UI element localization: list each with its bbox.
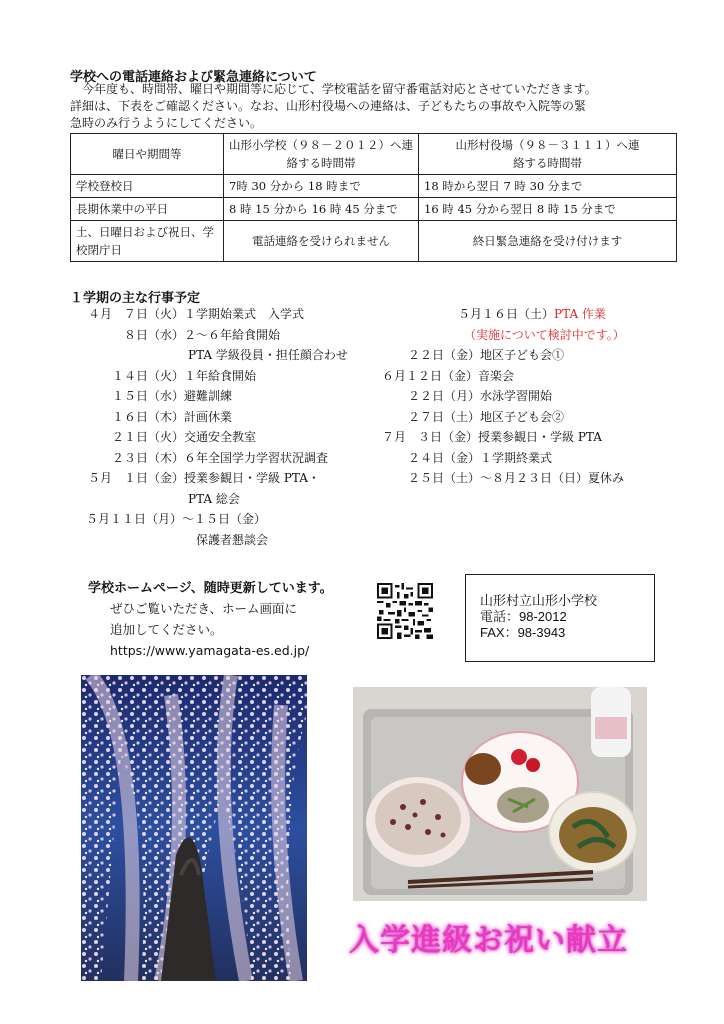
schedule-item: １４日（火）１年給食開始: [112, 368, 257, 383]
schedule-item: ５月１１日（月）～１５日（金）: [86, 512, 267, 526]
cell-period: [71, 221, 224, 262]
table-row: [71, 198, 677, 221]
schedule-item: ２４日（金）１学期終業式: [408, 450, 553, 465]
schedule-left-column: [88, 304, 348, 550]
cell-period: 学校登校日: [71, 175, 224, 198]
schedule-item: ２７日（土）地区子ども会②: [408, 409, 565, 424]
cherry-blossom-photo: [81, 675, 307, 981]
contact-heading: 学校への電話連絡および緊急連絡について: [70, 70, 317, 85]
homepage-line2: 追加してください。: [110, 622, 223, 637]
schedule-item: ８日（水）２～６年給食開始: [124, 327, 281, 342]
cell-school: 8 時 15 分から 16 時 45 分まで: [224, 198, 419, 221]
header-village-line2: 絡する時間帯: [513, 156, 582, 170]
cell-period-line1: 土、日曜日および祝日、学: [76, 225, 214, 239]
schedule-item: ２２日（金）地区子ども会①: [408, 348, 565, 362]
header-school: [224, 134, 419, 175]
homepage-line1: ぜひご覧いただき、ホーム画面に: [110, 601, 298, 616]
schedule-item: １５日（水）避難訓練: [112, 389, 233, 403]
table-row: [71, 221, 677, 262]
schedule-item: ２３日（木）６年全国学力学習状況調査: [112, 450, 329, 465]
schedule-item: ２１日（火）交通安全教室: [112, 430, 257, 444]
cell-period-line2: 校閉庁日: [76, 243, 122, 257]
homepage-title: 学校ホームページ、随時更新しています。: [88, 581, 333, 596]
cell-village: 16 時 45 分から翌日 8 時 15 分まで: [419, 198, 677, 221]
cell-village: 終日緊急連絡を受け付けます: [419, 221, 677, 262]
schedule-date: ５月１６日（土）: [458, 307, 555, 321]
school-lunch-photo: [353, 687, 647, 901]
pta-work-event: PTA 作業: [554, 307, 606, 321]
schedule-item: ６月１２日（金）音楽会: [382, 368, 515, 383]
school-tel: 電話：98-2012: [480, 609, 567, 624]
cell-school: 7時 30 分から 18 時まで: [224, 175, 419, 198]
schedule-item: １６日（木）計画休業: [112, 409, 233, 424]
homepage-body: [110, 598, 309, 661]
table-header-row: [71, 134, 677, 175]
lunch-caption: 入学進級お祝い献立: [349, 923, 628, 958]
table-row: [71, 175, 677, 198]
school-contact-box: [465, 574, 655, 662]
schedule-item: PTA 学級役員・担任顔合わせ: [188, 348, 348, 362]
header-school-line2: 絡する時間帯: [286, 156, 356, 170]
schedule-item: 保護者懇談会: [196, 532, 269, 547]
paragraph-line-2: 詳細は、下表をご確認ください。なお、山形村役場への連絡は、子どもたちの事故や入院等の緊: [70, 99, 587, 113]
schedule-note: （実施について検討中です。）: [464, 327, 625, 342]
schedule-item: ４月 ７日（火）１学期始業式 入学式: [88, 307, 305, 321]
contact-table: [70, 133, 677, 262]
header-school-line1: 山形小学校（９８－２０１２）へ連: [229, 138, 413, 152]
schedule-item: ２５日（土）～８月２３日（日）夏休み: [408, 471, 625, 485]
school-fax: FAX：98-3943: [480, 625, 566, 640]
paragraph-line-1: 今年度も、時間帯、曜日や期間等に応じて、学校電話を留守番電話対応とさせていただきます。: [82, 82, 597, 96]
cell-period: 長期休業中の平日: [71, 198, 224, 221]
schedule-item: ５月 １日（金）授業参観日・学級 PTA・: [88, 471, 320, 485]
header-period: 曜日や期間等: [71, 134, 224, 175]
schedule-item: ７月 ３日（金）授業参観日・学級 PTA: [382, 430, 602, 444]
homepage-url[interactable]: https://www.yamagata-es.ed.jp/: [110, 643, 310, 658]
qr-code-icon[interactable]: [377, 583, 433, 639]
header-village-line1: 山形村役場（９８－３１１１）へ連: [455, 138, 640, 152]
schedule-item: [382, 304, 625, 325]
schedule-item: PTA 総会: [188, 491, 240, 506]
cell-village: 18 時から翌日 7 時 30 分まで: [419, 175, 677, 198]
header-village: [419, 134, 677, 175]
cell-school: 電話連絡を受けられません: [224, 221, 419, 262]
contact-paragraph: [70, 81, 670, 132]
schedule-item: ２２日（月）水泳学習開始: [408, 389, 553, 403]
school-name: 山形村立山形小学校: [480, 593, 598, 608]
schedule-right-column: [382, 304, 625, 489]
paragraph-line-3: 急時のみ行うようにしてください。: [70, 116, 263, 130]
schedule-heading: １学期の主な行事予定: [70, 291, 201, 306]
